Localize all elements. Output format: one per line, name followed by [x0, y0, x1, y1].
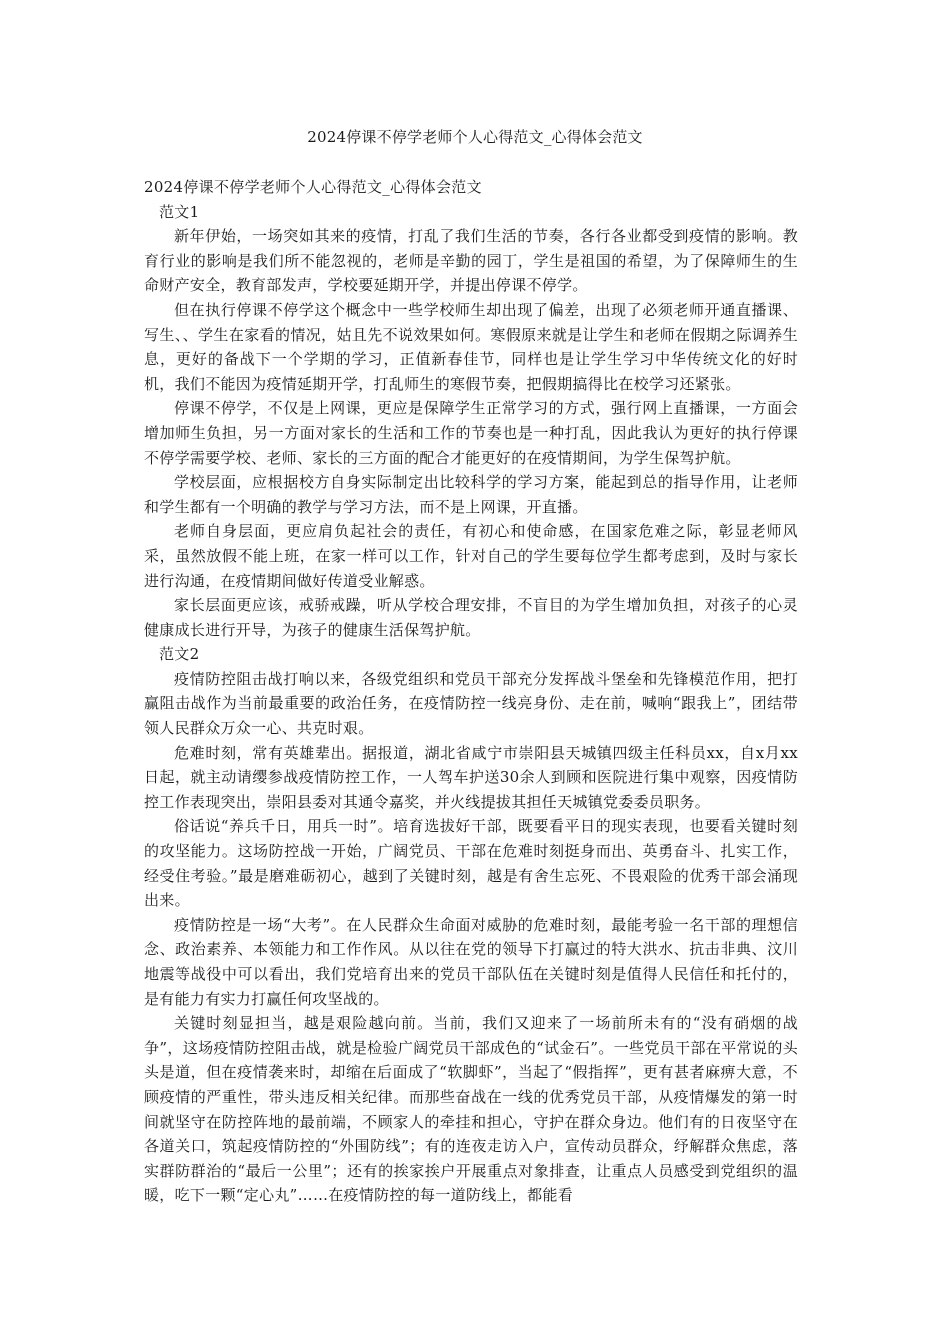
section-label-1: 范文1: [159, 202, 200, 221]
document-subtitle: 2024停课不停学老师个人心得范文_心得体会范文: [144, 178, 482, 196]
section-label-2: 范文2: [159, 645, 200, 664]
paragraph: 危难时刻，常有英雄辈出。据报道，湖北省咸宁市崇阳县天城镇四级主任科员xx，自x月xx日起，就主动请缨参战疫情防控工作，一人驾车护送30余人到顾和医院进行集中观察，因疫情防控工作表现突出，崇阳县委对其通令嘉奖，并火线提拔其担任天城镇党委委员职务。: [144, 743, 798, 811]
paragraph: 停课不停学，不仅是上网课，更应是保障学生正常学习的方式，强行网上直播课，一方面会增加师生负担，另一方面对家长的生活和工作的节奏也是一种打乱，因此我认为更好的执行停课不停学需要学校、老师、家长的三方面的配合才能更好的在疫情期间，为学生保驾护航。: [144, 399, 798, 467]
document-title: 2024停课不停学老师个人心得范文_心得体会范文: [307, 128, 643, 146]
paragraph: 疫情防控阻击战打响以来，各级党组织和党员干部充分发挥战斗堡垒和先锋模范作用，把打赢阻击战作为当前最重要的政治任务，在疫情防控一线亮身份、走在前，喊响“跟我上”，团结带领人民群众万众一心、共克时艰。: [144, 669, 798, 738]
paragraph: 学校层面，应根据校方自身实际制定出比较科学的学习方案，能起到总的指导作用，让老师和学生都有一个明确的教学与学习方法，而不是上网课，开直播。: [144, 473, 798, 516]
document-body: [144, 175, 798, 1208]
paragraph: 新年伊始，一场突如其来的疫情，打乱了我们生活的节奏，各行各业都受到疫情的影响。教育行业的影响是我们所不能忽视的，老师是辛勤的园丁，学生是祖国的希望，为了保障师生的生命财产安全，教育部发声，学校要延期开学，并提出停课不停学。: [144, 227, 798, 295]
paragraph: 老师自身层面，更应肩负起社会的责任，有初心和使命感，在国家危难之际，彰显老师风采，虽然放假不能上班，在家一样可以工作，针对自己的学生要每位学生都考虑到，及时与家长进行沟通，在疫情期间做好传道受业解惑。: [144, 522, 798, 590]
paragraph: 家长层面更应该，戒骄戒躁，听从学校合理安排，不盲目的为学生增加负担，对孩子的心灵健康成长进行开导，为孩子的健康生活保驾护航。: [144, 596, 798, 639]
paragraph: 关键时刻显担当，越是艰险越向前。当前，我们又迎来了一场前所未有的“没有硝烟的战争”，这场疫情防控阻击战，就是检验广阔党员干部成色的“试金石”。一些党员干部在平常说的头头是道，但在疫情袭来时，却缩在后面成了“软脚虾”，当起了“假指挥”，更有甚者麻痹大意，不顾疫情的严重性，带头违反相关纪律。而那些奋战在一线的优秀党员干部，从疫情爆发的第一时间就坚守在防控阵地的最前端，不顾家人的牵挂和担心，守护在群众身边。他们有的日夜坚守在各道关口，筑起疫情防控的“外围防线”；有的连夜走访入户，宣传动员群众，纾解群众焦虑，落实群防群治的“最后一公里”；还有的挨家挨户开展重点对象排查，让重点人员感受到党组织的温暖，吃下一颗“定心丸”……在疫情防控的每一道防线上，都能看: [144, 1014, 798, 1205]
paragraph: 疫情防控是一场“大考”。在人民群众生命面对威胁的危难时刻，最能考验一名干部的理想信念、政治素养、本领能力和工作作风。从以往在党的领导下打赢过的特大洪水、抗击非典、汶川地震等战役中可以看出，我们党培育出来的党员干部队伍在关键时刻是值得人民信任和托付的，是有能力有实力打赢任何攻坚战的。: [144, 915, 798, 1008]
paragraph: 但在执行停课不停学这个概念中一些学校师生却出现了偏差，出现了必须老师开通直播课、写生、、学生在家看的情况，姑且先不说效果如何。寒假原来就是让学生和老师在假期之际调养生息，更好的备战下一个学期的学习，正值新春佳节，同样也是让学生学习中华传统文化的好时机，我们不能因为疫情延期开学，打乱师生的寒假节奏，把假期搞得比在校学习还紧张。: [144, 300, 798, 393]
paragraph: 俗话说“养兵千日，用兵一时”。培育选拔好干部，既要看平日的现实表现，也要看关键时刻的攻坚能力。这场防控战一开始，广阔党员、干部在危难时刻挺身而出、英勇奋斗、扎实工作，经受住考验。”最是磨难砺初心，越到了关键时刻，越是有舍生忘死、不畏艰险的优秀干部会涌现出来。: [144, 817, 798, 910]
